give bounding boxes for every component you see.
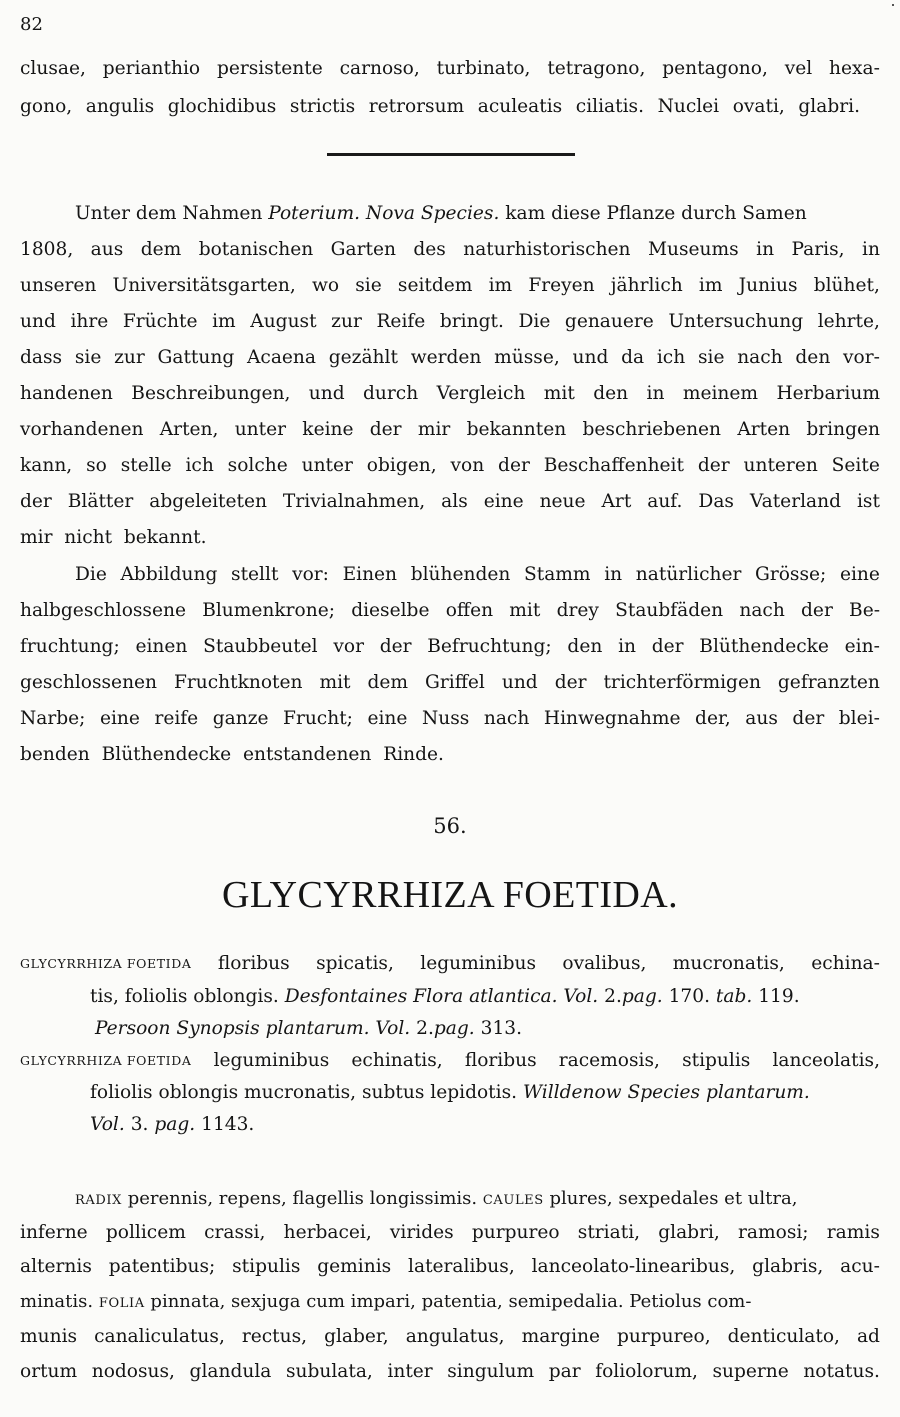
word: superne	[712, 1361, 789, 1382]
word: turbinato,	[436, 58, 531, 79]
german-p1-line-8	[20, 457, 880, 476]
word: in	[862, 239, 880, 260]
word: lanceolato-linearibus,	[531, 1256, 736, 1277]
word: ihre	[70, 311, 109, 332]
word: munis	[20, 1326, 78, 1347]
word: stipulis	[232, 1256, 301, 1277]
synonym-2-line-3: Vol. 3. pag. 1143.	[90, 1114, 255, 1135]
word: fruchtung;	[20, 636, 120, 657]
word: des	[413, 239, 446, 260]
word: 1808,	[20, 239, 74, 260]
word: Universitätsgarten,	[112, 275, 296, 296]
word: so	[86, 455, 107, 476]
word: eine	[367, 708, 408, 729]
word: und	[501, 672, 538, 693]
word: vel	[784, 58, 813, 79]
word: unteren	[743, 455, 818, 476]
word: leguminibus	[420, 953, 536, 974]
word: echina-	[811, 953, 880, 974]
word: im	[212, 311, 236, 332]
word: ein-	[844, 636, 880, 657]
word: Acaena	[247, 347, 316, 368]
description-line-5	[20, 1328, 880, 1347]
word: glabri.	[798, 96, 860, 117]
word: geminis	[317, 1256, 392, 1277]
word: dieselbe	[351, 600, 430, 621]
word: racemosis,	[558, 1050, 660, 1071]
word: purpureo,	[617, 1326, 711, 1347]
german-p1-line-9	[20, 493, 880, 512]
german-p1-line-2	[20, 241, 880, 260]
word: August	[250, 311, 317, 332]
word: nach	[737, 347, 783, 368]
word: mit	[543, 383, 575, 404]
word: ramis	[826, 1222, 880, 1243]
word: werden	[410, 347, 482, 368]
word: dem	[367, 672, 409, 693]
word: striati,	[577, 1222, 641, 1243]
german-p2-line-3	[20, 638, 880, 657]
word: patentibus;	[108, 1256, 216, 1277]
word: Reife	[376, 311, 426, 332]
word: sie	[355, 275, 382, 296]
word: Garten	[330, 239, 396, 260]
word: wo	[311, 275, 340, 296]
word: Herbarium	[776, 383, 880, 404]
word: durch	[363, 383, 419, 404]
word: blühenden	[410, 564, 511, 585]
word: tetragono,	[547, 58, 646, 79]
word: carnoso,	[339, 58, 420, 79]
section-divider	[327, 153, 575, 156]
word: canaliculatus,	[94, 1326, 225, 1347]
word: pentagono,	[662, 58, 768, 79]
word: und	[572, 347, 609, 368]
word: der	[20, 491, 52, 512]
word: gono,	[20, 96, 73, 117]
word: lanceolatis,	[772, 1050, 880, 1071]
word: den	[593, 383, 629, 404]
word: Griffel	[425, 672, 485, 693]
german-p1-line-6	[20, 385, 880, 404]
word: floribus	[217, 953, 290, 974]
word: unseren	[20, 275, 97, 296]
description-line-2	[20, 1224, 880, 1243]
word: inferne	[20, 1222, 88, 1243]
word: meinem	[682, 383, 759, 404]
word: den	[567, 636, 603, 657]
synonym-2-line-1	[20, 1052, 880, 1071]
word: stellt	[231, 564, 279, 585]
word: Stamm	[524, 564, 591, 585]
word: Museums	[647, 239, 739, 260]
german-p1-line-7	[20, 421, 880, 440]
word: vor:	[292, 564, 329, 585]
word: ich	[656, 347, 686, 368]
word: perianthio	[102, 58, 201, 79]
word: Narbe;	[20, 708, 86, 729]
word: Fruchtknoten	[174, 672, 303, 693]
word: jährlich	[610, 275, 683, 296]
word: kann,	[20, 455, 73, 476]
description-line-6	[20, 1363, 880, 1382]
synonym-2-line-2: foliolis oblongis mucronatis, subtus lepidotis. Willdenow Species plantarum.	[90, 1082, 810, 1103]
word: ovalibus,	[562, 953, 647, 974]
species-number: 56.	[433, 814, 467, 838]
latin-line-2	[20, 98, 860, 117]
word: hexa-	[829, 58, 880, 79]
description-line-3	[20, 1258, 880, 1277]
word: glaber,	[324, 1326, 389, 1347]
word: echinatis,	[351, 1050, 443, 1071]
word: gezählt	[328, 347, 398, 368]
word: in	[618, 636, 636, 657]
word: Grösse;	[755, 564, 827, 585]
word: angulis	[85, 96, 155, 117]
word: ganze	[212, 708, 269, 729]
word: bringen	[806, 419, 880, 440]
word: auf.	[647, 491, 683, 512]
word: vor-	[843, 347, 880, 368]
word: Die	[518, 311, 551, 332]
word: persistente	[216, 58, 323, 79]
word: reife	[154, 708, 199, 729]
word: Seite	[831, 455, 880, 476]
word: virides	[389, 1222, 454, 1243]
word: einen	[135, 636, 188, 657]
german-p2-line-5	[20, 710, 880, 729]
synonym-1-line-1	[20, 955, 880, 974]
synonym-2-name: GLYCYRRHIZA FOETIDA	[20, 1053, 192, 1068]
word: halbgeschlossene	[20, 600, 186, 621]
german-p1-line-3	[20, 277, 880, 296]
word: herbacei,	[283, 1222, 372, 1243]
word: der	[651, 636, 684, 657]
word: Vergleich	[436, 383, 526, 404]
word: acu-	[840, 1256, 880, 1277]
word: Be-	[849, 600, 880, 621]
word: neue	[539, 491, 586, 512]
synonym-1-name: GLYCYRRHIZA FOETIDA	[20, 956, 192, 971]
word: müsse,	[494, 347, 560, 368]
word: rectus,	[241, 1326, 308, 1347]
word: subulata,	[285, 1361, 373, 1382]
word: abgeleiteten	[149, 491, 267, 512]
page-number: 82	[20, 14, 43, 35]
word: stelle	[120, 455, 172, 476]
word: drey	[556, 600, 599, 621]
word: mir	[417, 419, 451, 440]
word: angulatus,	[405, 1326, 505, 1347]
word: foliolorum,	[595, 1361, 698, 1382]
word: Nuclei	[657, 96, 720, 117]
word: Beschaffenheit	[543, 455, 684, 476]
word: offen	[445, 600, 494, 621]
german-p1-line-5	[20, 349, 880, 368]
word: blühet,	[813, 275, 880, 296]
german-p1-line-4	[20, 313, 880, 332]
synonym-1-line-2: tis, foliolis oblongis. Desfontaines Flora atlantica. Vol. 2.pag. 170. tab. 119.	[90, 986, 800, 1007]
word: blei-	[838, 708, 880, 729]
word: Arten	[737, 419, 791, 440]
word: Das	[698, 491, 734, 512]
description-line-1: RADIX perennis, repens, flagellis longissimis. CAULES plures, sexpedales et ultra,	[75, 1188, 798, 1209]
word: leguminibus	[213, 1050, 330, 1071]
description-line-4: minatis. FOLIA pinnata, sexjuga cum impari, patentia, semipedalia. Petiolus com-	[20, 1291, 752, 1312]
word: genauere	[564, 311, 654, 332]
word: lateralibus,	[408, 1256, 515, 1277]
word: Staubfäden	[615, 600, 724, 621]
word: als	[441, 491, 468, 512]
word: ist	[856, 491, 880, 512]
word: aculeatis	[477, 96, 563, 117]
word: crassi,	[204, 1222, 266, 1243]
word: Blätter	[67, 491, 134, 512]
word: natürlicher	[635, 564, 742, 585]
word: singulum	[447, 1361, 535, 1382]
word: der	[498, 455, 530, 476]
word: der	[801, 600, 833, 621]
word: denticulato,	[727, 1326, 840, 1347]
word: vorhandenen	[20, 419, 144, 440]
word: Frucht;	[283, 708, 353, 729]
word: sie	[697, 347, 725, 368]
german-p2-line-4	[20, 674, 880, 693]
german-p1-line-1: Unter dem Nahmen Poterium. Nova Species. kam diese Pflanze durch Samen	[75, 203, 807, 224]
german-p2-line-1	[75, 566, 880, 585]
word: glabri,	[658, 1222, 720, 1243]
word: purpureo	[471, 1222, 560, 1243]
word: in	[604, 564, 623, 585]
word: der	[379, 636, 412, 657]
word: glochidibus	[167, 96, 277, 117]
word: der,	[695, 708, 731, 729]
word: dem	[140, 239, 182, 260]
word: naturhistorischen	[463, 239, 631, 260]
word: aus	[745, 708, 778, 729]
word: keine	[302, 419, 354, 440]
word: spicatis,	[316, 953, 394, 974]
word: zur	[114, 347, 145, 368]
word: in	[646, 383, 665, 404]
word: der	[554, 672, 587, 693]
word: Beschreibungen,	[131, 383, 291, 404]
german-p2-line-6: benden Blüthendecke entstandenen Rinde.	[20, 744, 444, 765]
word: Blüthendecke	[699, 636, 829, 657]
word: vor	[333, 636, 364, 657]
word: unter	[234, 419, 287, 440]
word: Die	[75, 564, 107, 585]
word: Früchte	[122, 311, 198, 332]
german-p2-line-2	[20, 602, 880, 621]
word: eine	[839, 564, 880, 585]
word: bekannten	[466, 419, 567, 440]
word: der	[697, 455, 730, 476]
word: mit	[319, 672, 351, 693]
species-title: GLYCYRRHIZA FOETIDA.	[222, 874, 678, 916]
word: mit	[509, 600, 541, 621]
word: Blumenkrone;	[202, 600, 335, 621]
word: Untersuchung	[668, 311, 804, 332]
word: unter	[301, 455, 353, 476]
word: Staubbeutel	[203, 636, 318, 657]
word: margine	[521, 1326, 600, 1347]
word: Abbildung	[120, 564, 218, 585]
word: eine	[99, 708, 140, 729]
word: par	[548, 1361, 581, 1382]
word: sie	[74, 347, 102, 368]
word: notatus.	[803, 1361, 880, 1382]
word: Arten,	[159, 419, 219, 440]
word: da	[621, 347, 645, 368]
word: von	[450, 455, 485, 476]
word: Vaterland	[749, 491, 841, 512]
word: im	[698, 275, 723, 296]
word: floribus	[464, 1050, 537, 1071]
word: glandula	[189, 1361, 272, 1382]
word: Nuss	[421, 708, 470, 729]
word: und	[308, 383, 345, 404]
word: Freyen	[528, 275, 595, 296]
word: ramosi;	[738, 1222, 809, 1243]
word: eine	[483, 491, 524, 512]
word: botanischen	[198, 239, 314, 260]
word: Art	[601, 491, 632, 512]
word: stipulis	[682, 1050, 751, 1071]
word: alternis	[20, 1256, 92, 1277]
word: pollicem	[105, 1222, 186, 1243]
word: den	[795, 347, 831, 368]
word: in	[756, 239, 775, 260]
word: nodosus,	[91, 1361, 175, 1382]
word: trichterförmigen	[603, 672, 761, 693]
word: handenen	[20, 383, 113, 404]
word: ovati,	[732, 96, 785, 117]
word: retrorsum	[368, 96, 465, 117]
word: beschriebenen	[582, 419, 722, 440]
word: inter	[387, 1361, 433, 1382]
german-p1-line-10: mir nicht bekannt.	[20, 527, 207, 548]
word: Gattung	[157, 347, 235, 368]
word: und	[20, 311, 56, 332]
word: glabris,	[752, 1256, 824, 1277]
margin-mark	[892, 4, 894, 6]
latin-line-1	[20, 60, 880, 79]
word: dass	[20, 347, 63, 368]
word: Junius	[738, 275, 798, 296]
word: Paris,	[791, 239, 845, 260]
word: Befruchtung;	[427, 636, 552, 657]
word: ich	[185, 455, 214, 476]
word: gefranzten	[777, 672, 880, 693]
word: ciliatis.	[575, 96, 645, 117]
word: clusae,	[20, 58, 86, 79]
word: ad	[856, 1326, 880, 1347]
word: Hinwegnahme	[543, 708, 681, 729]
word: strictis	[289, 96, 356, 117]
word: mucronatis,	[672, 953, 785, 974]
word: ortum	[20, 1361, 78, 1382]
word: seitdem	[397, 275, 473, 296]
word: obigen,	[366, 455, 437, 476]
word: aus	[90, 239, 124, 260]
word: nach	[483, 708, 530, 729]
word: Einen	[342, 564, 398, 585]
word: der	[369, 419, 402, 440]
word: im	[488, 275, 513, 296]
synonym-1-line-3: Persoon Synopsis plantarum. Vol. 2.pag. 313.	[95, 1018, 523, 1039]
word: solche	[227, 455, 288, 476]
word: bringt.	[439, 311, 504, 332]
word: der	[792, 708, 825, 729]
word: geschlossenen	[20, 672, 158, 693]
word: zur	[331, 311, 362, 332]
word: nach	[739, 600, 785, 621]
word: Trivialnahmen,	[282, 491, 426, 512]
word: lehrte,	[817, 311, 880, 332]
